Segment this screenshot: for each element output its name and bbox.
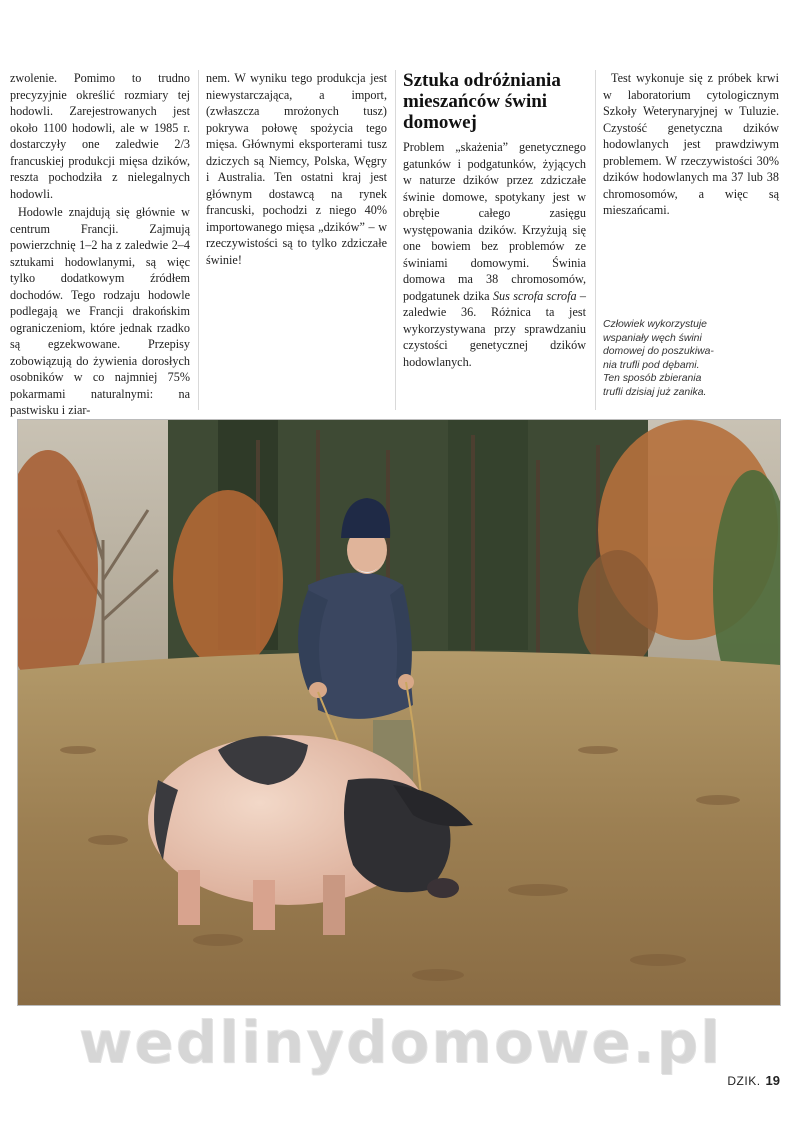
column-divider (198, 70, 199, 410)
paragraph: zwolenie. Pomimo to trudno precyzyjnie określić rozmiary tej hodowli. Zarejestrowanych jest około 1100 hodowli, ale w 1985 r. dostarczyły one zaledwie 2/3 francuskiej produkcji mięsa dzików, reszta pochodziła z nielegalnych hodowli. (10, 71, 190, 201)
watermark: wedlinydomowe.pl (78, 1008, 722, 1076)
column-divider (395, 70, 396, 410)
caption-line: nia trufli pod dębami. (603, 359, 700, 371)
magazine-name: DZIK. (727, 1074, 761, 1088)
caption-line: Człowiek wykorzystuje (603, 319, 707, 330)
page-footer (727, 1073, 780, 1088)
paragraph: Test wykonuje się z próbek krwi w laboratorium cytologicznym Szkoły Weterynaryjnej w Tuluzie. Czystość genetyczna dzików hodowlanych jest prawdziwym problemem. W rzeczywistości 30% dzików hodowlanych ma 37 lub 38 chromosomów, a więc są mieszańcami. (603, 71, 779, 217)
paragraph: Hodowle znajdują się głównie w centrum Francji. Zajmują powierzchnię 1–2 ha z zaledwie 2–4 sztukami hodowlanymi, są więc tylko dodatkowym źródłem dochodów. Tego rodzaju hodowle podlegają we Francji drakońskim ograniczeniom, które jednak rzadko są egzekwowane. Przepisy zobowiązują do żywienia dorosłych osobników w co najmniej 75% pokarmami naturalnymi: na pastwisku i ziar- (10, 205, 190, 417)
paragraph: nem. W wyniku tego produkcja jest niewystarczająca, a import, (zwłaszcza mrożonych tusz) pokrywa połowę spożycia tego mięsa. Głównymi eksporterami tusz dziczych są Niemcy, Polska, Węgry i Australia. Ten ostatni kraj jest głównym dostawcą na rynek francuski, pochodzi z niego 40% importowanego mięsa „dzików” – w rzeczywistości są to tylko zdziczałe świnie! (206, 71, 387, 267)
species-name: Sus scrofa scrofa (492, 288, 577, 303)
photo-man-with-pig (17, 419, 781, 1006)
text-column-2 (206, 70, 387, 270)
column-divider (595, 70, 596, 410)
text-column-1 (10, 70, 190, 421)
caption-line: domowej do poszukiwa- (603, 346, 714, 357)
photo-caption (603, 318, 779, 399)
text-column-3 (403, 70, 586, 372)
paragraph: Problem „skażenia” genetycznego gatunków i podgatunków, żyjących w naturze dzików przez zdziczałe świnie domowe, spotykany jest w obrębie całego zasięgu występowania dzików. Krzyżują się one bowiem bez problemów ze świniami domowymi. Świnia domowa ma 38 chromosomów, podgatunek dzika Sus scrofa scrofa – zaledwie 36. Różnica ta jest wykorzystywana przy sprawdzaniu czystości genetycznej dzików hodowlanych. (403, 140, 587, 369)
caption-line: Ten sposób zbierania (603, 373, 702, 384)
sidebar-heading: Sztuka odróżniania mieszańców świni domowej (403, 70, 561, 133)
caption-line: trufli dzisiaj już zanika. (603, 386, 707, 398)
page-number: 19 (765, 1073, 780, 1088)
caption-line: wspaniały węch świni (603, 332, 702, 344)
text-column-4 (603, 70, 779, 221)
